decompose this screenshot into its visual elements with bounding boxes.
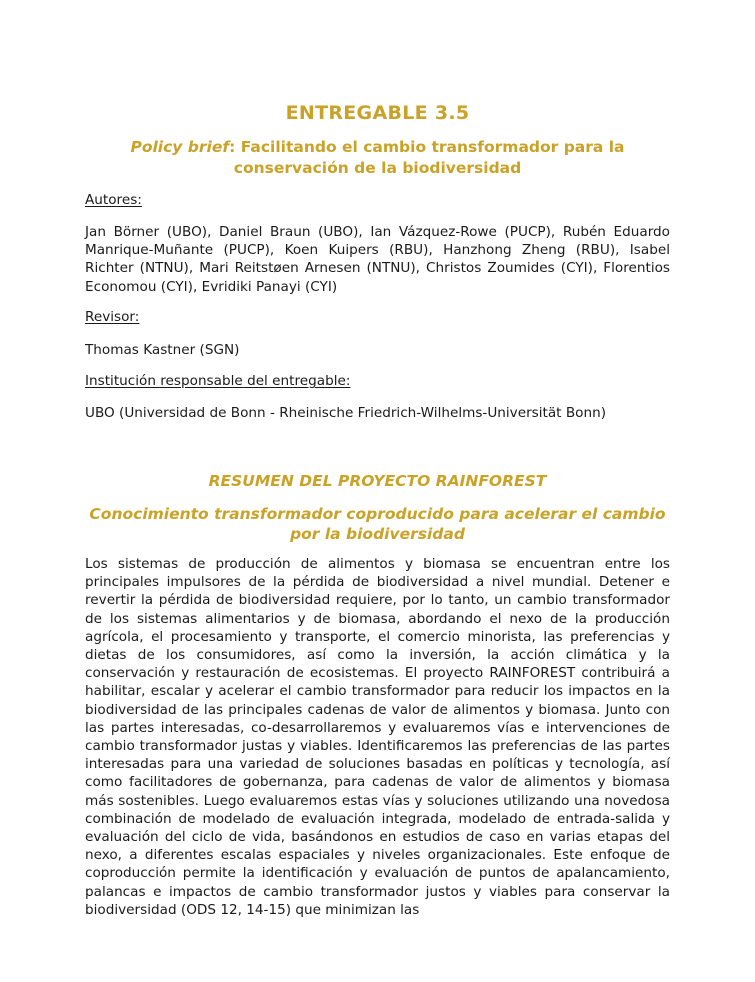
reviewer-label: Revisor:: [85, 309, 140, 325]
institution-text: UBO (Universidad de Bonn - Rheinische Friedrich-Wilhelms-Universität Bonn): [85, 405, 607, 421]
project-summary-body: Los sistemas de producción de alimentos y biomasa se encuentran entre los principales impulsores de la pérdida de biodiversidad a nivel mundial. Detener e revertir la pérdida de biodiversidad requiere, por lo tanto, un cambio transformador de los sistemas alimentarios y de biomasa, abordando el nexo de la producción agrícola, el procesamiento y transporte, el comercio minorista, las preferencias y dietas de los consumidores, así como la inversión, la acción climática y la conservación y restauración de ecosistemas. El proyecto RAINFOREST contribuirá a habilitar, escalar y acelerar el cambio transformador para reducir los impactos en la biodiversidad de las principales cadenas de valor de alimentos y biomasa. Junto con las partes interesadas, co-desarrollaremos y evaluaremos vías e intervenciones de cambio transformador justas y viables. Identificaremos las preferencias de las partes interesadas para una variedad de soluciones basadas en políticas y tecnología, así como facilitadores de gobernanza, para cadenas de valor de alimentos y biomasa más sostenibles. Luego evaluaremos estas vías y soluciones utilizando una novedosa combinación de modelado de evaluación integrada, modelado de entrada-salida y evaluación del ciclo de vida, basándonos en estudios de caso en varias etapas del nexo, a diferentes escalas espaciales y niveles organizacionales. Este enfoque de coproducción permite la identificación y evaluación de puntos de apalancamiento, palancas e impactos de cambio transformador justos y viables para conservar la biodiversidad (ODS 12, 14-15) que minimizan las: [85, 556, 670, 918]
authors-label: Autores:: [85, 192, 142, 208]
policy-brief-title-text: : Facilitando el cambio transformador para la conservación de la biodiversidad: [229, 138, 625, 177]
policy-brief-prefix: Policy brief: [130, 138, 230, 156]
project-summary-subtitle: Conocimiento transformador coproducido para acelerar el cambio por la biodiversidad: [89, 505, 666, 543]
reviewer-text: Thomas Kastner (SGN): [85, 342, 240, 358]
authors-text: Jan Börner (UBO), Daniel Braun (UBO), Ian Vázquez-Rowe (PUCP), Rubén Eduardo Manrique-Muñante (PUCP), Koen Kuipers (RBU), Hanzhong Zheng (RBU), Isabel Richter (NTNU), Mari Reitstøen Arnesen (NTNU), Christos Zoumides (CYI), Florentios Economou (CYI), Evridiki Panayi (CYI): [85, 224, 670, 295]
deliverable-heading: ENTREGABLE 3.5: [285, 102, 470, 124]
policy-brief-title: [85, 137, 670, 179]
project-summary-heading: RESUMEN DEL PROYECTO RAINFOREST: [208, 472, 547, 490]
institution-label: Institución responsable del entregable:: [85, 373, 351, 389]
